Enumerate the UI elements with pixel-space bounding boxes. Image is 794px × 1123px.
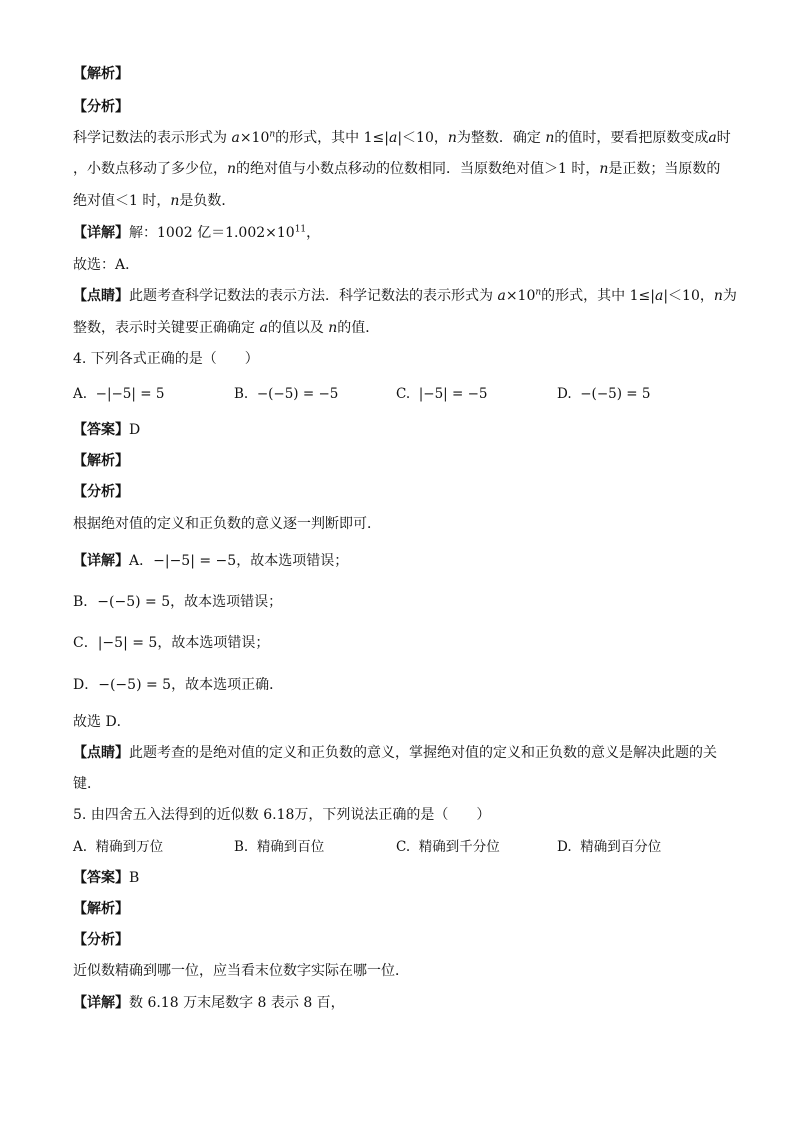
math-var: a [259,320,268,336]
text: 是正数；当原数的 [608,161,721,177]
text: 数 6.18 万末尾数字 8 表示 8 百， [129,995,345,1011]
q4-option-c [396,384,488,404]
text: |＜10， [663,288,714,304]
text: 键． [73,776,101,792]
q4-detail-b [73,592,282,612]
q5-stem [73,805,490,825]
q5-jiexi-tag: 【解析】 [73,901,129,917]
text: 的形式，其中 1≤| [541,288,655,304]
question-stem: 5. 由四舍五入法得到的近似数 6.18万，下列说法正确的是（ ） [73,807,491,823]
q3-dianjing-line-2 [73,318,379,338]
option-label: A. [73,839,88,855]
text: 绝对值＜1 时， [73,193,171,209]
text: ，小数点移动了多少位， [73,161,227,177]
q3-fenxi-heading [73,97,129,117]
answer-value: B [129,870,140,886]
q5-fenxi-heading [73,930,129,950]
math-expr: −(−5) = 5 [97,594,171,610]
math-var: n [545,130,555,146]
math-var: a [654,288,664,304]
option-text: 精确到百位 [256,839,325,855]
text: ，故本选项错误； [236,553,349,569]
q4-jiexi-tag: 【解析】 [73,453,129,469]
q4-stem [73,349,259,369]
q4-analysis [73,514,381,534]
q4-fenxi-tag: 【分析】 [73,484,129,500]
q4-option-b [234,384,338,404]
option-label: D. [557,386,572,402]
text: C． [73,635,98,651]
q4-detail-a [73,551,348,571]
q4-dianjing-tag: 【点睛】 [73,745,129,761]
q4-choose [73,712,131,732]
option-text: 精确到千分位 [418,839,500,855]
q5-detail-tag: 【详解】 [73,995,129,1011]
q3-jiexi-tag: 【解析】 [73,66,129,82]
q5-jiexi-heading [73,899,129,919]
text: 故选 D． [73,714,131,730]
q5-answer [73,868,139,888]
q5-option-b [234,837,324,857]
math-var: a [388,130,398,146]
text: ，故本选项错误； [170,594,283,610]
q3-dianjing-tag: 【点睛】 [73,288,129,304]
text: D． [73,677,99,693]
q4-fenxi-heading [73,482,129,502]
q4-dianjing-line-2 [73,774,101,794]
q4-jiexi-heading [73,451,129,471]
q5-option-d [557,837,661,857]
text: 近似数精确到哪一位，应当看末位数字实际在哪一位． [73,963,409,979]
option-text: 精确到百分位 [580,839,662,855]
math-var: n [713,288,723,304]
math-var: a [497,288,506,304]
q3-dianjing-line-1 [73,286,737,306]
math-exp: n [535,287,542,298]
text: 解：1002 亿＝1.002×10 [129,225,295,241]
math-var: n [170,193,180,209]
q3-fenxi-tag: 【分析】 [73,99,129,115]
text: ，故本选项正确． [171,677,284,693]
math-var: n [328,320,338,336]
text: 整数，表示时关键要正确确定 [73,320,260,336]
math-expr: −|−5| = −5 [153,553,237,569]
text: 此题考查的是绝对值的定义和正负数的意义，掌握绝对值的定义和正负数的意义是解决此题的关 [129,745,717,761]
q3-analysis-line-1 [73,128,731,148]
q3-jiexi-heading [73,64,129,84]
text: 为整数．确定 [456,130,546,146]
text: B． [73,594,98,610]
q4-option-d [557,384,650,404]
math-var: n [447,130,457,146]
q4-detail-d [73,675,283,695]
q5-analysis [73,961,409,981]
text: 此题考查科学记数法的表示方法．科学记数法的表示形式为 [129,288,498,304]
text: |＜10， [397,130,448,146]
text: 的值时，要看把原数变成 [554,130,709,146]
q5-option-a [73,837,163,857]
text: 的值． [337,320,380,336]
math-exp: n [269,129,276,140]
option-label: C. [396,839,411,855]
option-text: −(−5) = −5 [256,386,339,402]
q5-answer-tag: 【答案】 [73,870,129,886]
question-stem: 4. 下列各式正确的是（ ） [73,351,259,367]
q4-detail-tag: 【详解】 [73,553,129,569]
math-var: a [708,130,717,146]
option-label: A. [73,386,88,402]
option-text: −|−5| = 5 [95,386,165,402]
option-label: B. [234,386,249,402]
text: 时 [716,130,731,146]
option-label: B. [234,839,249,855]
q4-option-a [73,384,164,404]
option-text: |−5| = −5 [418,386,488,402]
math-expr: −(−5) = 5 [98,677,172,693]
q4-answer [73,420,140,440]
q4-detail-c [73,633,269,653]
q3-choose [73,255,139,275]
text: 是负数． [179,193,236,209]
q3-analysis-line-3 [73,191,235,211]
text: ，故本选项错误； [157,635,270,651]
math-var: n [599,161,609,177]
option-text: −(−5) = 5 [580,386,651,402]
text: 的值以及 [267,320,329,336]
text: ×10 [505,288,536,304]
option-label: D. [557,839,572,855]
q3-detail [73,223,320,243]
text: 的绝对值与小数点移动的位数相同．当原数绝对值＞1 时， [236,161,600,177]
q5-option-c [396,837,500,857]
math-var: a [231,130,240,146]
text: A． [129,553,154,569]
q3-detail-tag: 【详解】 [73,225,129,241]
q5-fenxi-tag: 【分析】 [73,932,129,948]
q5-detail [73,993,345,1013]
option-label: C. [396,386,411,402]
q4-dianjing-line-1 [73,743,717,763]
math-exp: 11 [294,224,307,235]
math-expr: |−5| = 5 [97,635,158,651]
text: ×10 [239,130,270,146]
option-text: 精确到万位 [95,839,164,855]
text: 的形式，其中 1≤| [275,130,389,146]
text: 根据绝对值的定义和正负数的意义逐一判断即可． [73,516,381,532]
q4-answer-tag: 【答案】 [73,422,129,438]
text: ， [306,225,321,241]
text: 科学记数法的表示形式为 [73,130,232,146]
math-var: n [227,161,237,177]
answer-value: D [129,422,141,438]
q3-analysis-line-2 [73,159,720,179]
text: 故选：A． [73,257,140,273]
text: 为 [722,288,737,304]
